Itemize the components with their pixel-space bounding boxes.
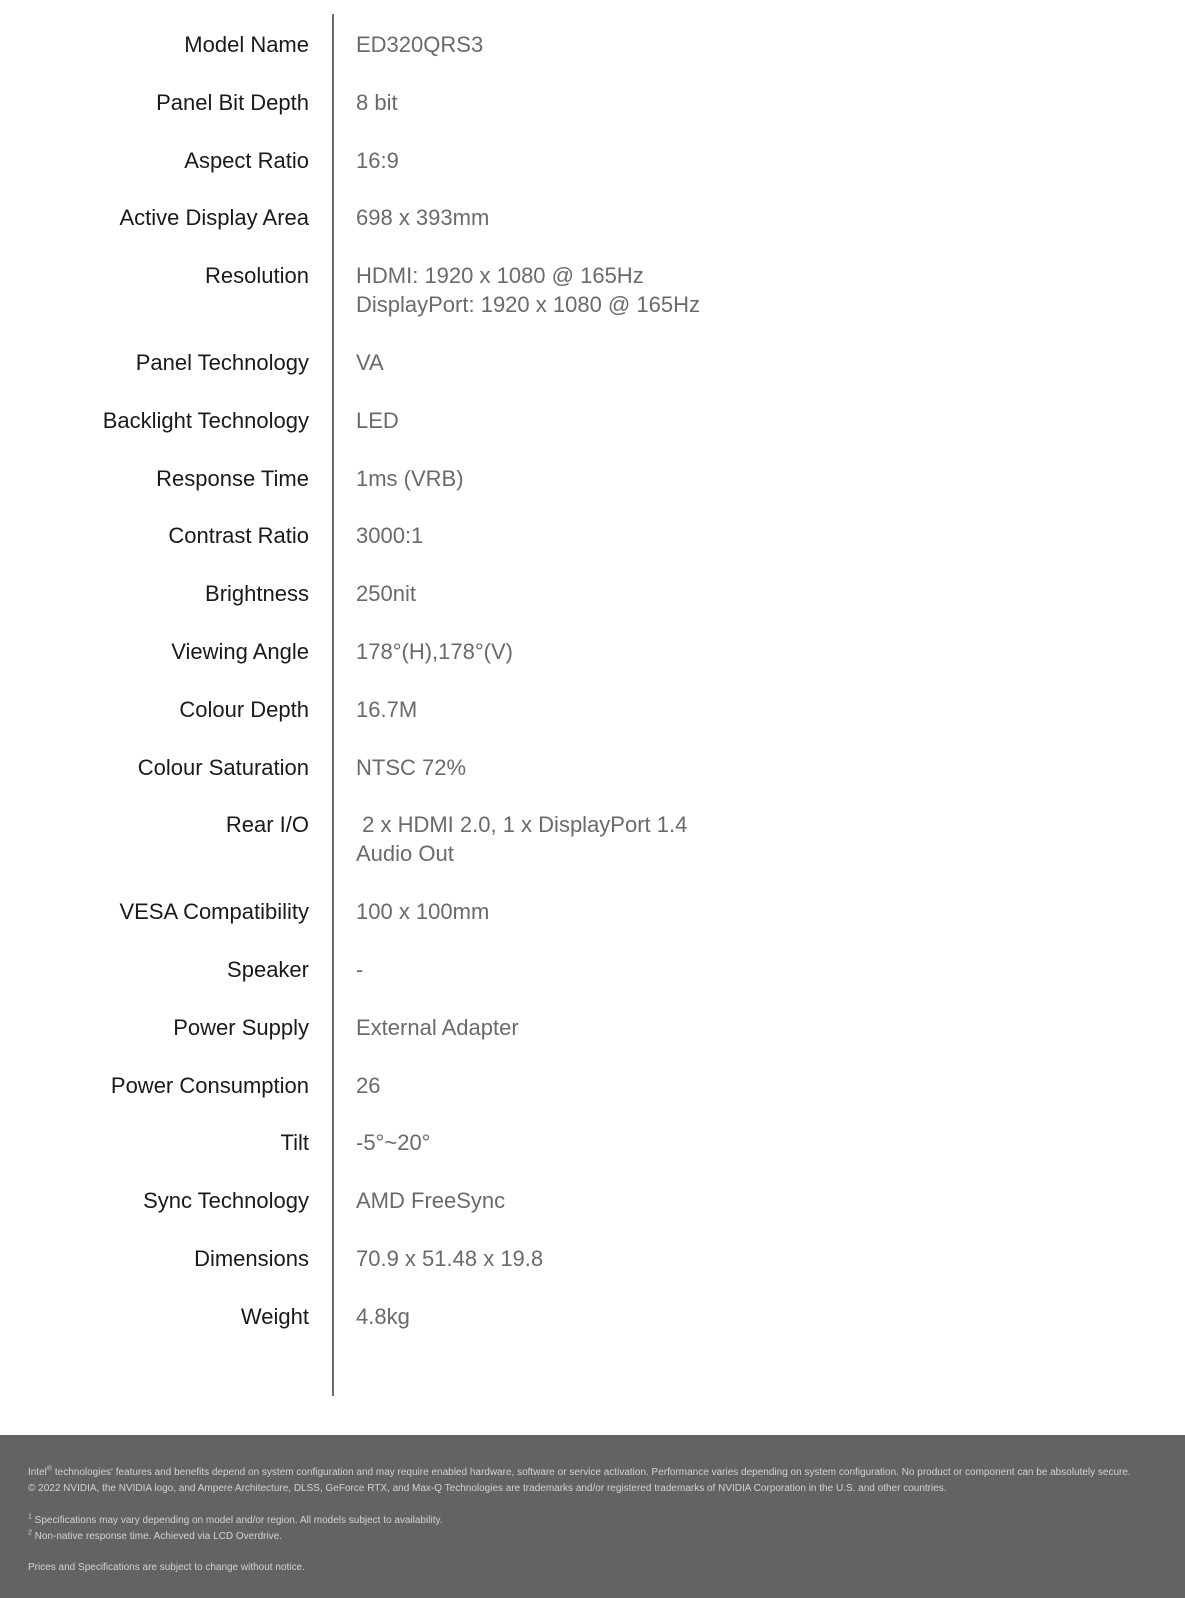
spec-value: 70.9 x 51.48 x 19.8 <box>356 1246 544 1271</box>
spec-value: 16:9 <box>356 147 399 173</box>
spec-value: 100 x 100mm <box>356 899 490 925</box>
spec-label: Aspect Ratio <box>184 147 309 173</box>
footnote-2: $^2$ Non-native response time. Achieved via LCD Overdrive. <box>28 1529 283 1542</box>
spec-label: Response Time <box>156 465 309 491</box>
spec-value: - <box>356 957 364 982</box>
spec-label: Tilt <box>280 1130 309 1156</box>
spec-label: Speaker <box>227 957 309 982</box>
spec-label: Backlight Technology <box>102 407 309 433</box>
spec-value: External Adapter <box>356 1014 519 1040</box>
spec-value: VA <box>356 350 384 375</box>
spec-value: 26 <box>356 1072 381 1098</box>
spec-value: HDMI: 1920 x 1080 @ 165Hz DisplayPort: 1920 x 1080 @ 165Hz <box>356 263 700 318</box>
spec-label: Panel Bit Depth <box>156 89 309 115</box>
spec-label: Dimensions <box>194 1246 309 1271</box>
spec-value: 8 bit <box>356 89 398 115</box>
spec-label: Viewing Angle <box>171 639 309 664</box>
spec-value: -5°~20° <box>356 1130 431 1156</box>
spec-value: 4.8kg <box>356 1303 410 1329</box>
spec-label: Weight <box>240 1303 309 1329</box>
spec-label: Brightness <box>205 581 309 607</box>
spec-value: ED320QRS3 <box>356 32 484 57</box>
spec-value: 2 x HDMI 2.0, 1 x DisplayPort 1.4 Audio Out <box>356 812 688 867</box>
spec-label: Power Consumption <box>110 1072 309 1098</box>
footer-price-disclaimer: Prices and Specifications are subject to change without notice. <box>28 1562 305 1573</box>
footer-disclaimer <box>0 1435 1185 1598</box>
spec-value: 16.7M <box>356 696 418 722</box>
spec-value: AMD FreeSync <box>356 1188 506 1214</box>
spec-value: LED <box>356 407 399 433</box>
spec-value: NTSC 72% <box>356 754 467 780</box>
spec-value: 3000:1 <box>356 523 424 549</box>
spec-label: Panel Technology <box>135 350 309 375</box>
spec-label: VESA Compatibility <box>119 899 309 925</box>
spec-label: Model Name <box>184 32 309 57</box>
footer-intel-notice: Intel® technologies' features and benefits depend on system configuration and may require enabled hardware, software or service activation. Performance varies depending on system configuration. No product or component can be absolutely secure. <box>28 1465 1131 1478</box>
spec-value: 1ms (VRB) <box>356 465 464 491</box>
spec-label: Colour Saturation <box>137 754 309 780</box>
footnote-1: $^1$ Specifications may vary depending on model and/or region. All models subject to availability. <box>28 1513 443 1526</box>
spec-value: 178°(H),178°(V) <box>356 639 513 664</box>
spec-label: Resolution <box>205 263 309 289</box>
column-divider <box>332 14 334 1396</box>
spec-label: Sync Technology <box>143 1188 309 1214</box>
spec-value: 698 x 393mm <box>356 205 490 231</box>
footer-nvidia-notice: © 2022 NVIDIA, the NVIDIA logo, and Ampere Architecture, DLSS, GeForce RTX, and Max-Q Technologies are trademarks and/or registered trademarks of NVIDIA Corporation in the U.S. and other countries. <box>28 1483 947 1494</box>
spec-label: Power Supply <box>173 1014 309 1040</box>
spec-value: 250nit <box>356 581 416 607</box>
spec-label: Colour Depth <box>179 696 309 722</box>
spec-label: Contrast Ratio <box>168 523 309 549</box>
spec-label: Rear I/O <box>225 812 309 838</box>
spec-label: Active Display Area <box>119 205 309 231</box>
